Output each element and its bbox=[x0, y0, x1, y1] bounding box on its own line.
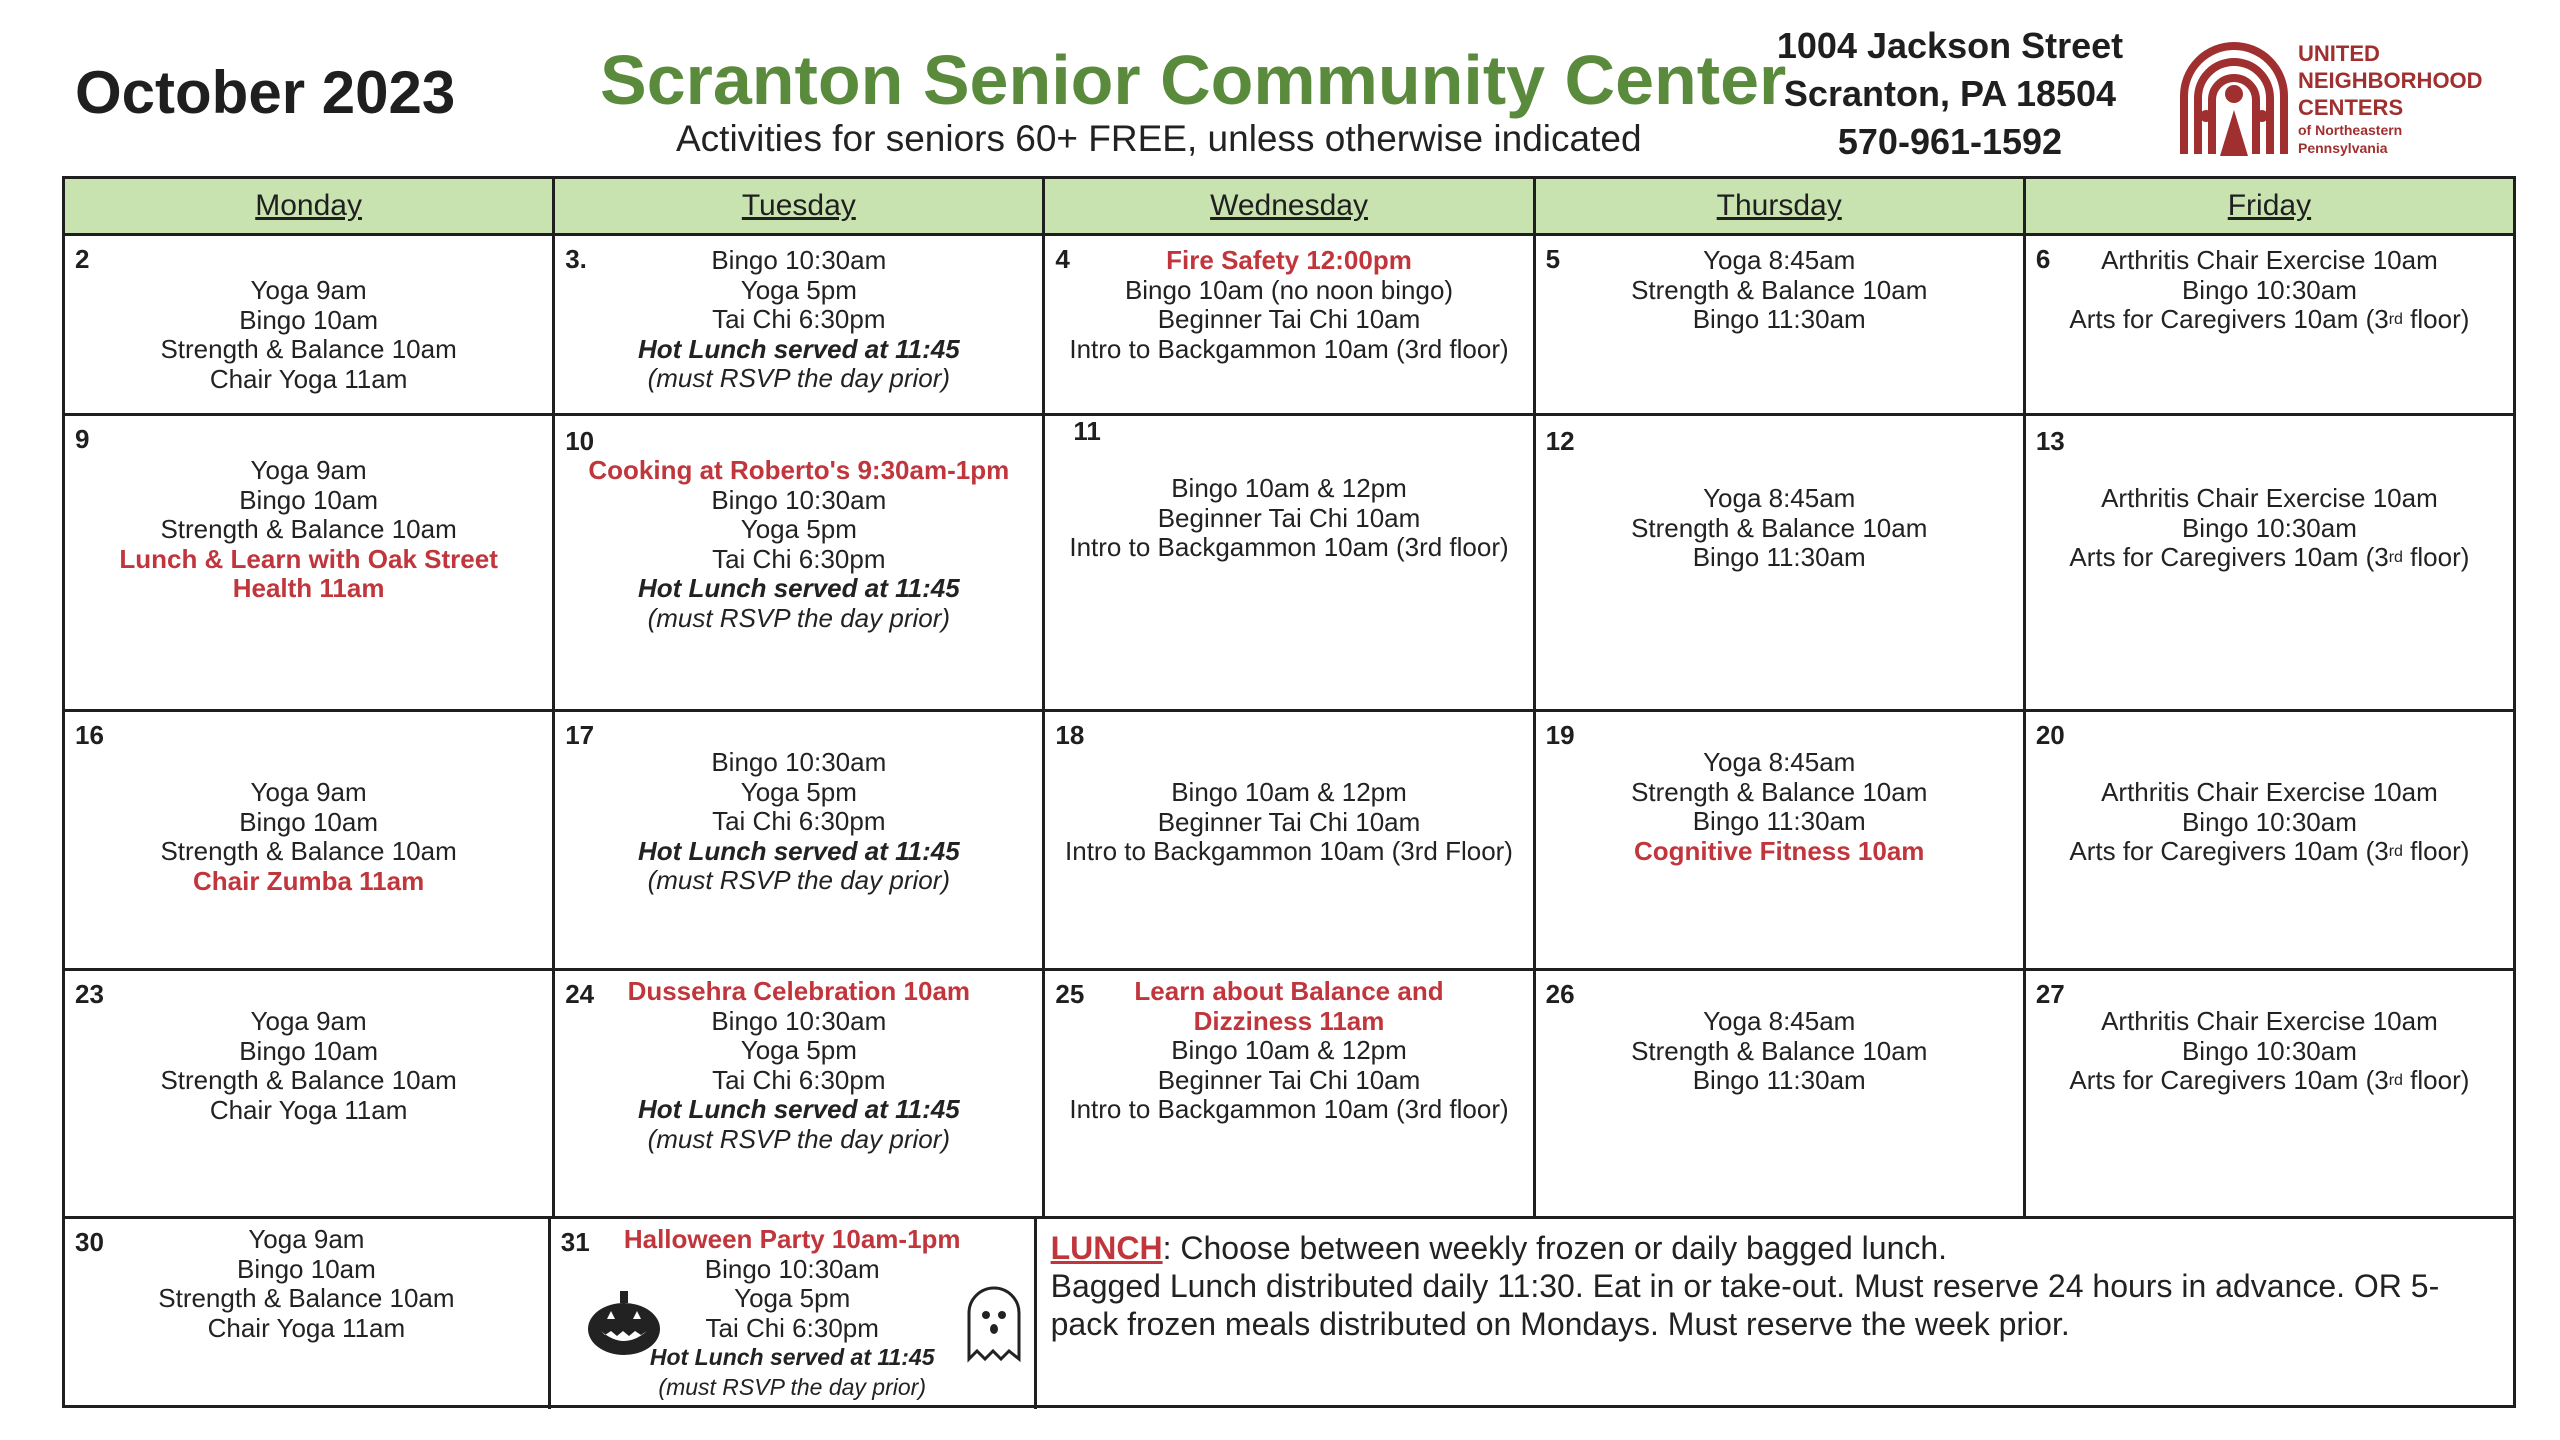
special-event: Chair Zumba 11am bbox=[193, 865, 425, 896]
unc-logo-icon bbox=[2176, 34, 2291, 164]
day-number: 11 bbox=[1073, 416, 1101, 446]
day-cell bbox=[1045, 236, 1535, 413]
event: Bingo 10:30am bbox=[2181, 512, 2357, 543]
day-cell bbox=[1045, 712, 1535, 968]
event: Arts for Caregivers 10am (3rd floor) bbox=[2069, 836, 2470, 866]
event: Yoga 8:45am bbox=[1703, 245, 1856, 275]
event: Bingo 10am bbox=[239, 1035, 378, 1066]
day-number: 20 bbox=[2035, 720, 2065, 750]
day-cell bbox=[555, 971, 1045, 1216]
hot-lunch-note: Hot Lunch served at 11:45 bbox=[637, 835, 960, 866]
event: Strength & Balance 10am bbox=[1631, 274, 1928, 305]
special-event: Cognitive Fitness 10am bbox=[1634, 835, 1925, 866]
event: Strength & Balance 10am bbox=[1631, 512, 1928, 543]
address-block bbox=[1770, 22, 2130, 166]
weekday-header-row bbox=[65, 179, 2513, 236]
day-cell bbox=[2026, 416, 2513, 709]
day-cell bbox=[1045, 971, 1535, 1216]
event: Tai Chi 6:30pm bbox=[705, 1312, 879, 1343]
event: Intro to Backgammon 10am (3rd floor) bbox=[1069, 1094, 1509, 1124]
event: Bingo 10:30am bbox=[2181, 1035, 2357, 1066]
event: Strength & Balance 10am bbox=[158, 1283, 455, 1313]
logo-line-region: Pennsylvania bbox=[2298, 140, 2388, 156]
special-event: Learn about Balance and bbox=[1134, 976, 1444, 1006]
weekday-monday: Monday bbox=[65, 179, 555, 233]
weekday-tuesday: Tuesday bbox=[555, 179, 1045, 233]
day-number: 31 bbox=[560, 1227, 590, 1257]
event: Bingo 10am & 12pm bbox=[1171, 777, 1407, 807]
special-event: Dussehra Celebration 10am bbox=[627, 976, 971, 1006]
event: Intro to Backgammon 10am (3rd floor) bbox=[1069, 532, 1509, 562]
event: Yoga 9am bbox=[250, 455, 367, 485]
day-number: 26 bbox=[1545, 979, 1575, 1009]
event: Intro to Backgammon 10am (3rd Floor) bbox=[1065, 836, 1513, 866]
week-row bbox=[65, 416, 2513, 712]
event: Yoga 5pm bbox=[740, 274, 857, 305]
day-number: 16 bbox=[75, 720, 104, 750]
week-row bbox=[65, 236, 2513, 416]
day-cell bbox=[2026, 712, 2513, 968]
event: Yoga 5pm bbox=[740, 776, 857, 807]
logo-line-centers: CENTERS bbox=[2298, 95, 2404, 120]
event: Strength & Balance 10am bbox=[1631, 776, 1928, 807]
event: Yoga 8:45am bbox=[1703, 1006, 1856, 1036]
day-number: 23 bbox=[75, 979, 104, 1009]
event: Beginner Tai Chi 10am bbox=[1157, 304, 1421, 334]
event: Tai Chi 6:30pm bbox=[712, 304, 886, 334]
rsvp-note: (must RSVP the day prior) bbox=[647, 1123, 951, 1154]
event: Yoga 8:45am bbox=[1703, 747, 1856, 777]
event: Yoga 5pm bbox=[740, 514, 857, 544]
event: Bingo 10am bbox=[239, 304, 378, 335]
event: Arthritis Chair Exercise 10am bbox=[2101, 483, 2438, 513]
special-event: Cooking at Roberto's 9:30am-1pm bbox=[588, 455, 1010, 485]
special-event: Lunch & Learn with Oak Street bbox=[119, 543, 498, 574]
event: Bingo 10am bbox=[239, 484, 378, 515]
center-title: Scranton Senior Community Center bbox=[600, 41, 1787, 119]
event: Bingo 10:30am bbox=[704, 1253, 880, 1284]
event: Arts for Caregivers 10am (3rd floor) bbox=[2069, 1065, 2470, 1095]
day-number: 24 bbox=[565, 979, 595, 1009]
day-cell bbox=[555, 712, 1045, 968]
lunch-label: LUNCH bbox=[1050, 1230, 1163, 1266]
event: Arthritis Chair Exercise 10am bbox=[2101, 777, 2438, 807]
day-number: 18 bbox=[1055, 720, 1085, 750]
phone-number: 570-961-1592 bbox=[1837, 121, 2063, 162]
event: Arts for Caregivers 10am (3rd floor) bbox=[2069, 304, 2470, 334]
event: Arts for Caregivers 10am (3rd floor) bbox=[2069, 542, 2470, 572]
week-row bbox=[65, 1219, 2513, 1409]
hot-lunch-note: Hot Lunch served at 11:45 bbox=[649, 1344, 935, 1370]
event: Bingo 10am & 12pm bbox=[1171, 1035, 1407, 1065]
event: Bingo 10:30am bbox=[711, 245, 887, 275]
event: Tai Chi 6:30pm bbox=[712, 1064, 886, 1095]
event: Bingo 11:30am bbox=[1692, 1065, 1866, 1095]
event: Strength & Balance 10am bbox=[160, 836, 457, 866]
hot-lunch-note: Hot Lunch served at 11:45 bbox=[637, 333, 960, 364]
address-street: 1004 Jackson Street bbox=[1776, 25, 2124, 66]
day-cell bbox=[2026, 971, 2513, 1216]
rsvp-note: (must RSVP the day prior) bbox=[647, 602, 951, 633]
logo-line-of: of Northeastern bbox=[2298, 122, 2403, 138]
event: Yoga 8:45am bbox=[1703, 483, 1856, 513]
event: Beginner Tai Chi 10am bbox=[1157, 1064, 1421, 1095]
event: Strength & Balance 10am bbox=[160, 514, 457, 544]
event: Yoga 9am bbox=[250, 777, 367, 807]
subtitle: Activities for seniors 60+ FREE, unless otherwise indicated bbox=[676, 118, 1642, 159]
special-event: Health 11am bbox=[232, 573, 385, 603]
special-event: Dizziness 11am bbox=[1193, 1005, 1385, 1036]
event: Strength & Balance 10am bbox=[1631, 1035, 1928, 1066]
day-cell bbox=[65, 712, 555, 968]
day-cell bbox=[65, 416, 555, 709]
event: Bingo 10am bbox=[239, 806, 378, 837]
hot-lunch-note: Hot Lunch served at 11:45 bbox=[637, 573, 960, 603]
rsvp-note: (must RSVP the day prior) bbox=[647, 865, 951, 895]
rsvp-note: (must RSVP the day prior) bbox=[647, 363, 951, 393]
event: Bingo 10:30am bbox=[711, 1005, 887, 1036]
lunch-line-2: Bagged Lunch distributed daily 11:30. Eat in or take-out. Must reserve 24 hours in advance. OR 5- bbox=[1050, 1268, 2440, 1304]
day-cell bbox=[1536, 971, 2026, 1216]
day-cell bbox=[1536, 416, 2026, 709]
unc-logo bbox=[2176, 34, 2496, 164]
month-title: October 2023 bbox=[75, 59, 456, 126]
day-cell bbox=[551, 1219, 1037, 1409]
event: Bingo 11:30am bbox=[1692, 806, 1866, 836]
day-number: 19 bbox=[1545, 720, 1575, 750]
event: Yoga 9am bbox=[250, 275, 367, 305]
event: Bingo 11:30am bbox=[1692, 542, 1866, 572]
logo-line-united: UNITED bbox=[2298, 41, 2380, 66]
event: Bingo 11:30am bbox=[1692, 304, 1866, 334]
day-number: 3. bbox=[565, 244, 587, 274]
event: Chair Yoga 11am bbox=[207, 1312, 406, 1343]
lunch-info-box bbox=[1037, 1219, 2513, 1409]
day-number: 25 bbox=[1055, 979, 1085, 1009]
day-number: 13 bbox=[2035, 426, 2065, 456]
logo-line-neighborhood: NEIGHBORHOOD bbox=[2298, 68, 2483, 93]
event: Beginner Tai Chi 10am bbox=[1157, 806, 1421, 837]
event: Chair Yoga 11am bbox=[209, 363, 408, 394]
event: Bingo 10:30am bbox=[711, 747, 887, 777]
special-event: Fire Safety 12:00pm bbox=[1166, 245, 1412, 275]
day-cell bbox=[2026, 236, 2513, 413]
day-cell bbox=[65, 971, 555, 1216]
event: Yoga 5pm bbox=[734, 1283, 851, 1313]
event: Intro to Backgammon 10am (3rd floor) bbox=[1069, 333, 1509, 364]
special-event: Halloween Party 10am-1pm bbox=[623, 1224, 961, 1254]
day-number: 6 bbox=[2035, 244, 2051, 274]
weekday-wednesday: Wednesday bbox=[1045, 179, 1535, 233]
weekday-friday: Friday bbox=[2227, 189, 2312, 222]
day-cell bbox=[65, 1219, 551, 1409]
event: Chair Yoga 11am bbox=[209, 1094, 408, 1125]
event: Arthritis Chair Exercise 10am bbox=[2101, 1006, 2438, 1036]
event: Bingo 10am (no noon bingo) bbox=[1124, 274, 1454, 305]
event: Beginner Tai Chi 10am bbox=[1157, 502, 1421, 533]
event: Bingo 10am & 12pm bbox=[1171, 473, 1407, 503]
day-cell bbox=[65, 236, 555, 413]
event: Yoga 5pm bbox=[740, 1035, 857, 1065]
event: Bingo 10:30am bbox=[2181, 274, 2357, 305]
event: Yoga 9am bbox=[250, 1006, 367, 1036]
event: Strength & Balance 10am bbox=[160, 334, 457, 364]
day-number: 30 bbox=[75, 1227, 104, 1257]
event: Tai Chi 6:30pm bbox=[712, 543, 886, 574]
day-number: 5 bbox=[1545, 244, 1561, 274]
rsvp-note: (must RSVP the day prior) bbox=[658, 1373, 926, 1400]
weekday-thursday: Thursday bbox=[1536, 179, 2026, 233]
day-cell bbox=[1536, 712, 2026, 968]
lunch-line-1: : Choose between weekly frozen or daily bagged lunch. bbox=[1162, 1230, 1948, 1266]
hot-lunch-note: Hot Lunch served at 11:45 bbox=[637, 1094, 960, 1124]
event: Bingo 10am bbox=[237, 1253, 376, 1284]
lunch-line-3: pack frozen meals distributed on Mondays. Must reserve the week prior. bbox=[1050, 1306, 2070, 1342]
day-cell bbox=[555, 416, 1045, 709]
event: Strength & Balance 10am bbox=[160, 1065, 457, 1095]
day-number: 27 bbox=[2035, 979, 2065, 1009]
day-number: 9 bbox=[75, 424, 90, 454]
day-number: 4 bbox=[1055, 244, 1070, 274]
calendar-grid bbox=[62, 176, 2516, 1408]
week-row bbox=[65, 712, 2513, 971]
day-number: 17 bbox=[565, 720, 595, 750]
day-number: 10 bbox=[565, 426, 595, 456]
event: Tai Chi 6:30pm bbox=[712, 806, 886, 836]
event: Bingo 10:30am bbox=[2181, 806, 2357, 837]
day-cell bbox=[1536, 236, 2026, 413]
week-row bbox=[65, 971, 2513, 1219]
day-cell bbox=[1045, 416, 1535, 709]
day-number: 12 bbox=[1545, 426, 1575, 456]
event: Yoga 9am bbox=[248, 1224, 365, 1254]
event: Bingo 10:30am bbox=[711, 484, 887, 515]
day-cell bbox=[555, 236, 1045, 413]
day-number: 2 bbox=[75, 244, 90, 274]
address-city: Scranton, PA 18504 bbox=[1783, 73, 2117, 114]
event: Arthritis Chair Exercise 10am bbox=[2101, 245, 2438, 275]
